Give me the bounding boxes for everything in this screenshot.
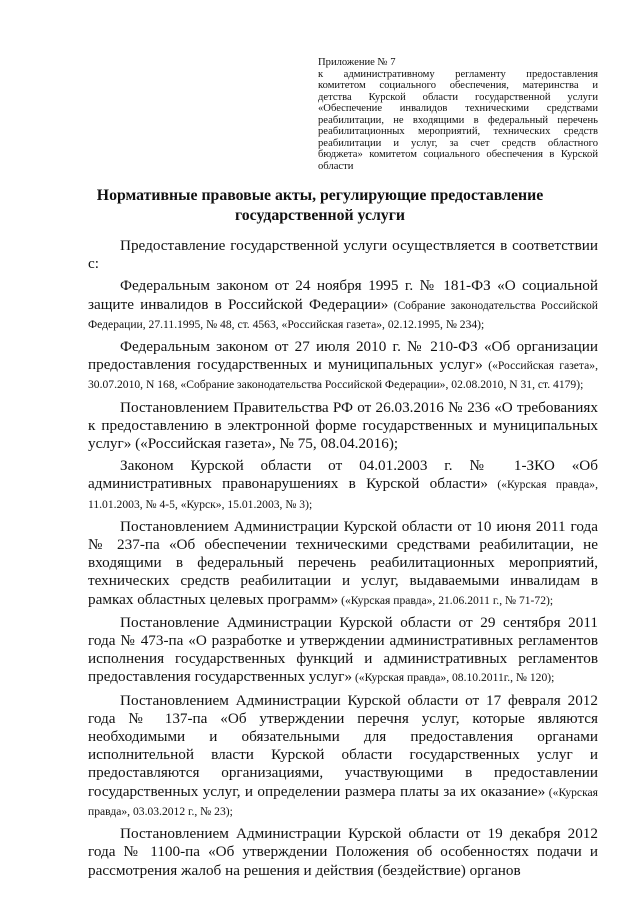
appendix-header <box>318 57 598 172</box>
appendix-line: к административному регламенту предоставления <box>318 68 598 80</box>
publication-source: («Курская правда», 21.06.2011 г., № 71-72); <box>338 593 554 607</box>
document-body <box>88 237 598 884</box>
publication-source: («Курская правда», 11.01.2003, № 4-5, «Курск», 15.01.2003, № 3); <box>88 478 598 511</box>
paragraph-decree-236: Постановлением Правительства РФ от 26.03.2016 № 236 «О требованиях к предоставлению в электронной форме государственных и муниципальных услуг» («Российская газета», № 75, 08.04.2016); <box>88 398 598 453</box>
appendix-line: реабилитации, не входящими в федеральный перечень <box>318 114 598 126</box>
paragraph-intro: Предоставление государственной услуги осуществляется в соответствии с: <box>88 237 598 273</box>
paragraph-decree-1100: Постановлением Администрации Курской области от 19 декабря 2012 года № 1100-па «Об утверждении Положения об особенностях подачи и рассмотрения жалоб на решения и действия (бездействие) органов <box>88 825 598 879</box>
publication-source: («Российская газета», 30.07.2010, N 168, «Собрание законодательства Российской Федерации», 02.08.2010, N 31, ст. 4179); <box>88 359 598 392</box>
publication-source: («Курская правда», 03.03.2012 г., № 23); <box>88 785 599 818</box>
appendix-line: детства Курской области государственной услуги <box>318 91 598 103</box>
appendix-line: реабилитационных мероприятий, технических средств <box>318 126 598 137</box>
appendix-line: области <box>318 160 354 172</box>
paragraph-law-1-zko: Законом Курской области от 04.01.2003 г. № 1-ЗКО «Об административных правонарушениях в Курской области» («Курская правда», 11.01.2003, № 4-5, «Курск», 15.01.2003, № 3); <box>88 457 598 511</box>
paragraph-decree-237: Постановлением Администрации Курской области от 10 июня 2011 года № 237-па «Об обеспечении техническими средствами реабилитации, не входящими в федеральный перечень реабилитационных мероприятий, технических средств реабилитации и услуг, выдаваемыми инвалидам в рамках областных целевых программ» («Курская правда», 21.06.2011 г., № 71-72); <box>88 517 598 608</box>
paragraph-decree-473: Постановление Администрации Курской области от 29 сентября 2011 года № 473-па «О разработке и утверждении административных регламентов исполнения государственных функций и административных регламентов предоставления государственных услуг» («Курская правда», 08.10.2011г., № 120); <box>88 613 598 686</box>
title-line-1: Нормативные правовые акты, регулирующие предоставление <box>96 187 544 204</box>
appendix-line: реабилитации и услуг, за счет средств областного <box>318 137 598 149</box>
appendix-line: «Обеспечение инвалидов техническими средствами <box>318 103 598 114</box>
paragraph-law-181: Федеральным законом от 24 ноября 1995 г. № 181-ФЗ «О социальной защите инвалидов в Российской Федерации» (Собрание законодательства Российской Федерации, 27.11.1995, № 48, ст. 4563, «Российская газета», 02.12.1995, № 234); <box>88 277 599 331</box>
document-title <box>60 186 580 226</box>
publication-source: (Собрание законодательства Российской Федерации, 27.11.1995, № 48, ст. 4563, «Российская газета», 02.12.1995, № 234); <box>88 298 599 331</box>
paragraph-law-210: Федеральным законом от 27 июля 2010 г. № 210-ФЗ «Об организации предоставления государственных и муниципальных услуг» («Российская газета», 30.07.2010, N 168, «Собрание законодательства Российской Федерации», 02.08.2010, N 31, ст. 4179); <box>88 338 598 392</box>
publication-source: («Курская правда», 08.10.2011г., № 120); <box>352 671 555 685</box>
appendix-line: бюджета» комитетом социального обеспечения в Курской <box>318 149 598 160</box>
paragraph-decree-137: Постановлением Администрации Курской области от 17 февраля 2012 года № 137-па «Об утверждении перечня услуг, которые являются необходимыми и обязательными для предоставления органами исполнительной власти Курской области государственных услуг и предоставляются организациями, участвующими в предоставлении государственных услуг, и определении размера платы за их оказание» («Курская правда», 03.03.2012 г., № 23); <box>88 691 599 818</box>
title-line-2: государственной услуги <box>235 207 405 224</box>
appendix-number: Приложение № 7 <box>318 57 396 68</box>
appendix-line: комитетом социального обеспечения, материнства и <box>318 80 598 91</box>
